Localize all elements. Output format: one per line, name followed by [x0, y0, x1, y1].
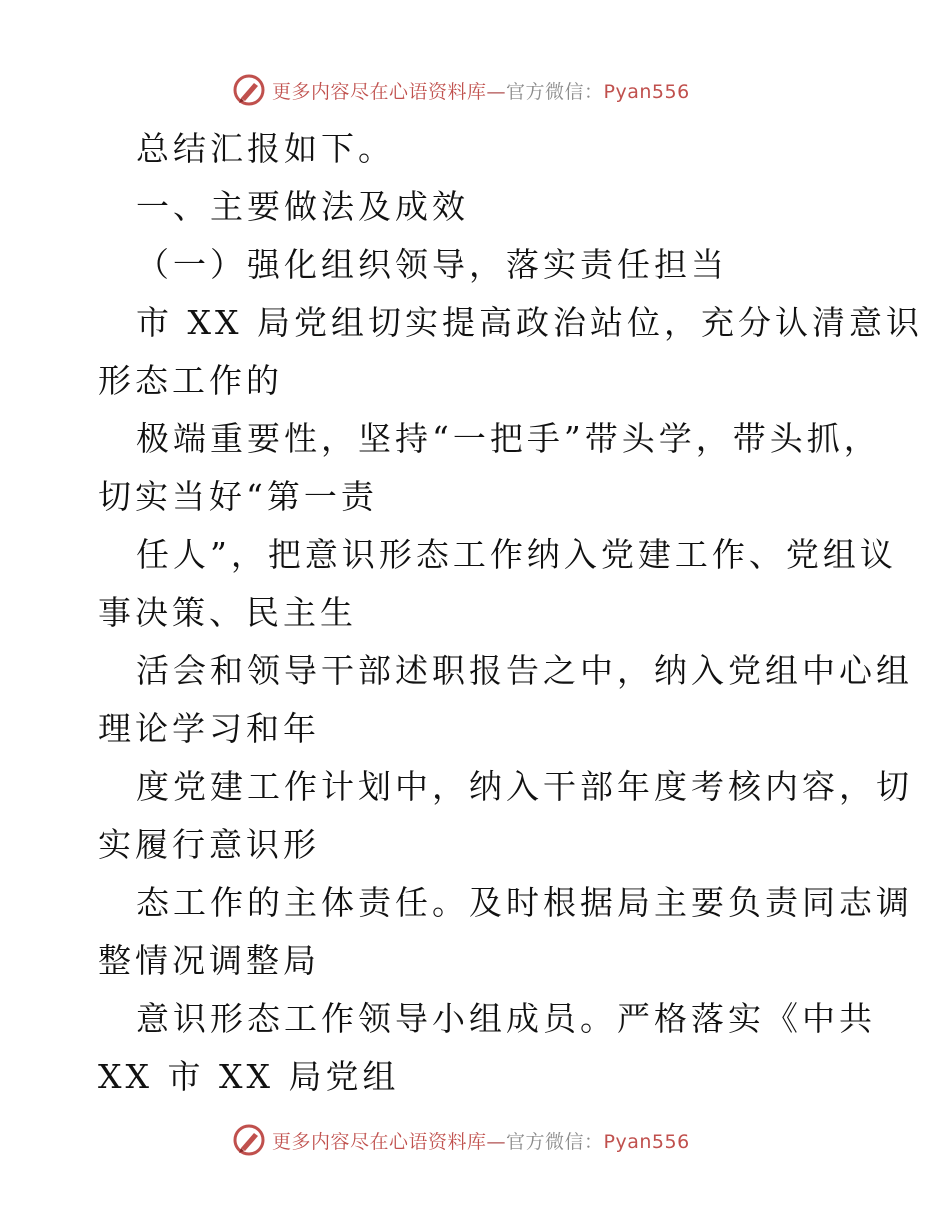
banner-wechat-id: Pyan556 [603, 80, 690, 103]
banner-main-text: 更多内容尽在心语资料库 [272, 80, 487, 103]
pen-logo-icon [232, 73, 266, 107]
paragraph-line: 理论学习和年 [98, 709, 320, 748]
paragraph-line: XX 市 XX 局党组 [98, 1057, 400, 1096]
paragraph-line: 整情况调整局 [98, 941, 320, 980]
paragraph-line: 市 XX 局党组切实提高政治站位，充分认清意识 [136, 303, 923, 342]
banner-dash: — [486, 80, 507, 103]
footer-watermark-banner [232, 1120, 690, 1160]
paragraph-line: 任人”，把意识形态工作纳入党建工作、党组议 [136, 535, 897, 574]
paragraph-line: 意识形态工作领导小组成员。严格落实《中共 [136, 999, 876, 1038]
paragraph-line: 极端重要性，坚持“一把手”带头学，带头抓， [136, 419, 881, 458]
paragraph-line: 度党建工作计划中，纳入干部年度考核内容，切 [136, 767, 913, 806]
banner-official-label: 官方微信： [506, 1130, 604, 1153]
paragraph-line: 实履行意识形 [98, 825, 320, 864]
paragraph-line: 活会和领导干部述职报告之中，纳入党组中心组 [136, 651, 913, 690]
header-watermark-banner [232, 70, 690, 110]
paragraph-line: 态工作的主体责任。及时根据局主要负责同志调 [136, 883, 913, 922]
paragraph-line: 总结汇报如下。 [136, 129, 395, 168]
pen-logo-icon [232, 1123, 266, 1157]
banner-dash: — [486, 1130, 507, 1153]
subsection-heading: （一）强化组织领导，落实责任担当 [136, 245, 728, 284]
body-text [98, 120, 923, 1106]
paragraph-line: 切实当好“第一责 [98, 477, 378, 516]
paragraph-line: 形态工作的 [98, 361, 283, 400]
section-heading: 一、主要做法及成效 [136, 187, 469, 226]
banner-wechat-id: Pyan556 [603, 1130, 690, 1153]
paragraph-line: 事决策、民主生 [98, 593, 357, 632]
banner-main-text: 更多内容尽在心语资料库 [272, 1130, 487, 1153]
banner-official-label: 官方微信： [506, 80, 604, 103]
